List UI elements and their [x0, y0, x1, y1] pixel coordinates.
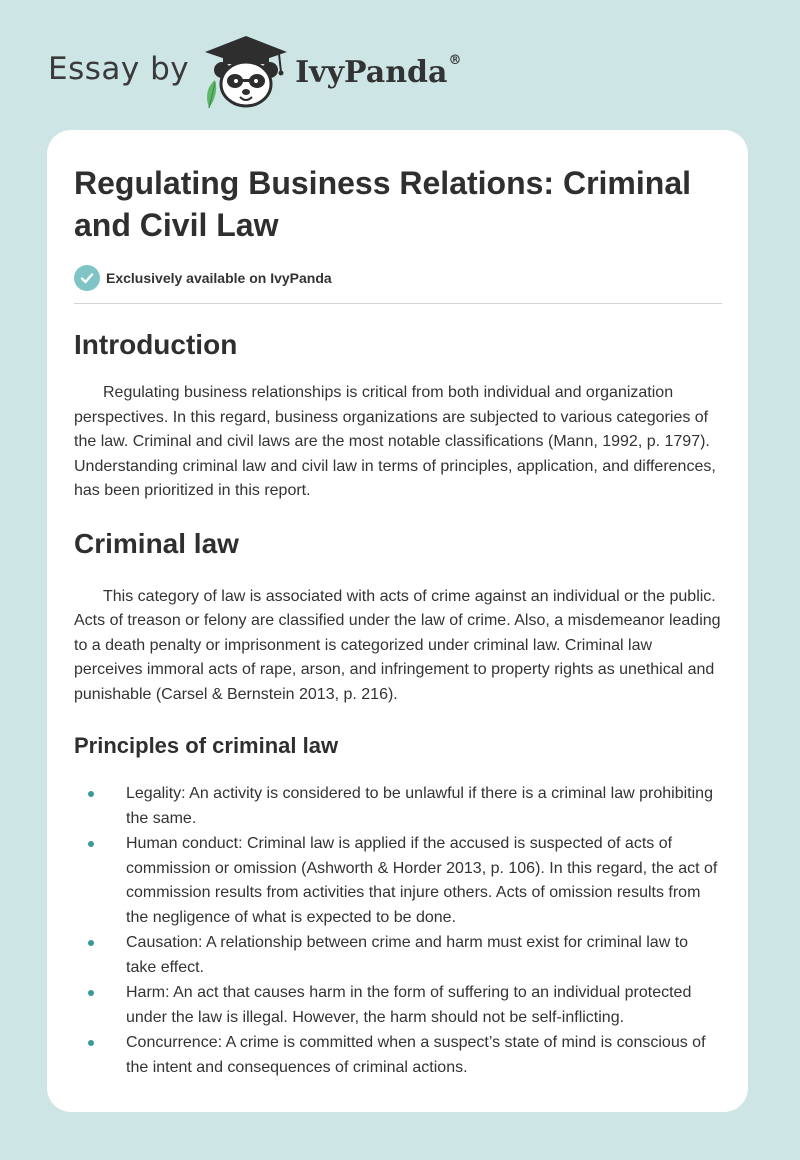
list-item: [74, 981, 722, 1030]
bullet-dot: [88, 841, 94, 847]
brand-name[interactable]: [295, 52, 462, 90]
section-heading-introduction: Introduction: [74, 329, 238, 360]
essay-title: Regulating Business Relations: Criminal and Civil Law: [74, 165, 691, 243]
panda-graduate-icon[interactable]: [201, 30, 291, 110]
essay-card: [47, 130, 748, 1112]
bullet-dot: [88, 791, 94, 797]
list-item-text: Causation: A relationship between crime and harm must exist for criminal law to take effect.: [126, 934, 689, 976]
essay-by-label: Essay by: [48, 51, 190, 87]
paragraph-introduction: Regulating business relationships is critical from both individual and organization perspectives. In this regard, business organizations are subjected to various categories of the law. Criminal and civil laws are the most notable classifications (Mann, 1992, p. 1797). Understanding criminal law and civil law in terms of principles, application, and differences, has been prioritized in this report.: [74, 384, 716, 499]
registered-mark: ®: [448, 52, 462, 68]
principles-list: [74, 782, 722, 1080]
list-item-text: Harm: An act that causes harm in the form of suffering to an individual protected under the law is illegal. However, the harm should not be self-inflicting.: [126, 984, 692, 1026]
essay-content: [74, 162, 722, 1081]
paragraph-criminal-law: This category of law is associated with acts of crime against an individual or the public. Acts of treason or felony are classified under the law of crime. Also, a misdemeanor leading to a death penalty or imprisonment is categorized under criminal law. Criminal law perceives immoral acts of rape, arson, and infringement to property rights as unethical and punishable (Carsel & Bernstein 2013, p. 216).: [74, 587, 721, 703]
exclusive-badge: [74, 264, 722, 292]
bullet-dot: [88, 990, 94, 996]
list-item-text: Human conduct: Criminal law is applied if the accused is suspected of acts of commission or omission (Ashworth & Horder 2013, p. 106). In this regard, the act of commission results from activities that injure others. Acts of omission results from the negligence of what is expected to be done.: [126, 835, 718, 926]
list-item: [74, 931, 722, 980]
list-item: [74, 1031, 722, 1080]
list-item: [74, 832, 722, 930]
bullet-dot: [88, 1040, 94, 1046]
brand-text: IvyPanda: [295, 54, 448, 90]
list-item-text: Legality: An activity is considered to be unlawful if there is a criminal law prohibiting the same.: [126, 785, 713, 827]
divider: [74, 303, 722, 304]
site-header: [48, 30, 461, 110]
list-item: [74, 782, 722, 831]
check-circle-icon: [74, 265, 100, 291]
list-item-text: Concurrence: A crime is committed when a suspect’s state of mind is conscious of the intent and consequences of criminal actions.: [126, 1034, 706, 1076]
badge-text: Exclusively available on IvyPanda: [106, 270, 332, 286]
bullet-dot: [88, 940, 94, 946]
section-heading-criminal-law: Criminal law: [74, 527, 239, 559]
section-heading-principles: Principles of criminal law: [74, 733, 339, 758]
